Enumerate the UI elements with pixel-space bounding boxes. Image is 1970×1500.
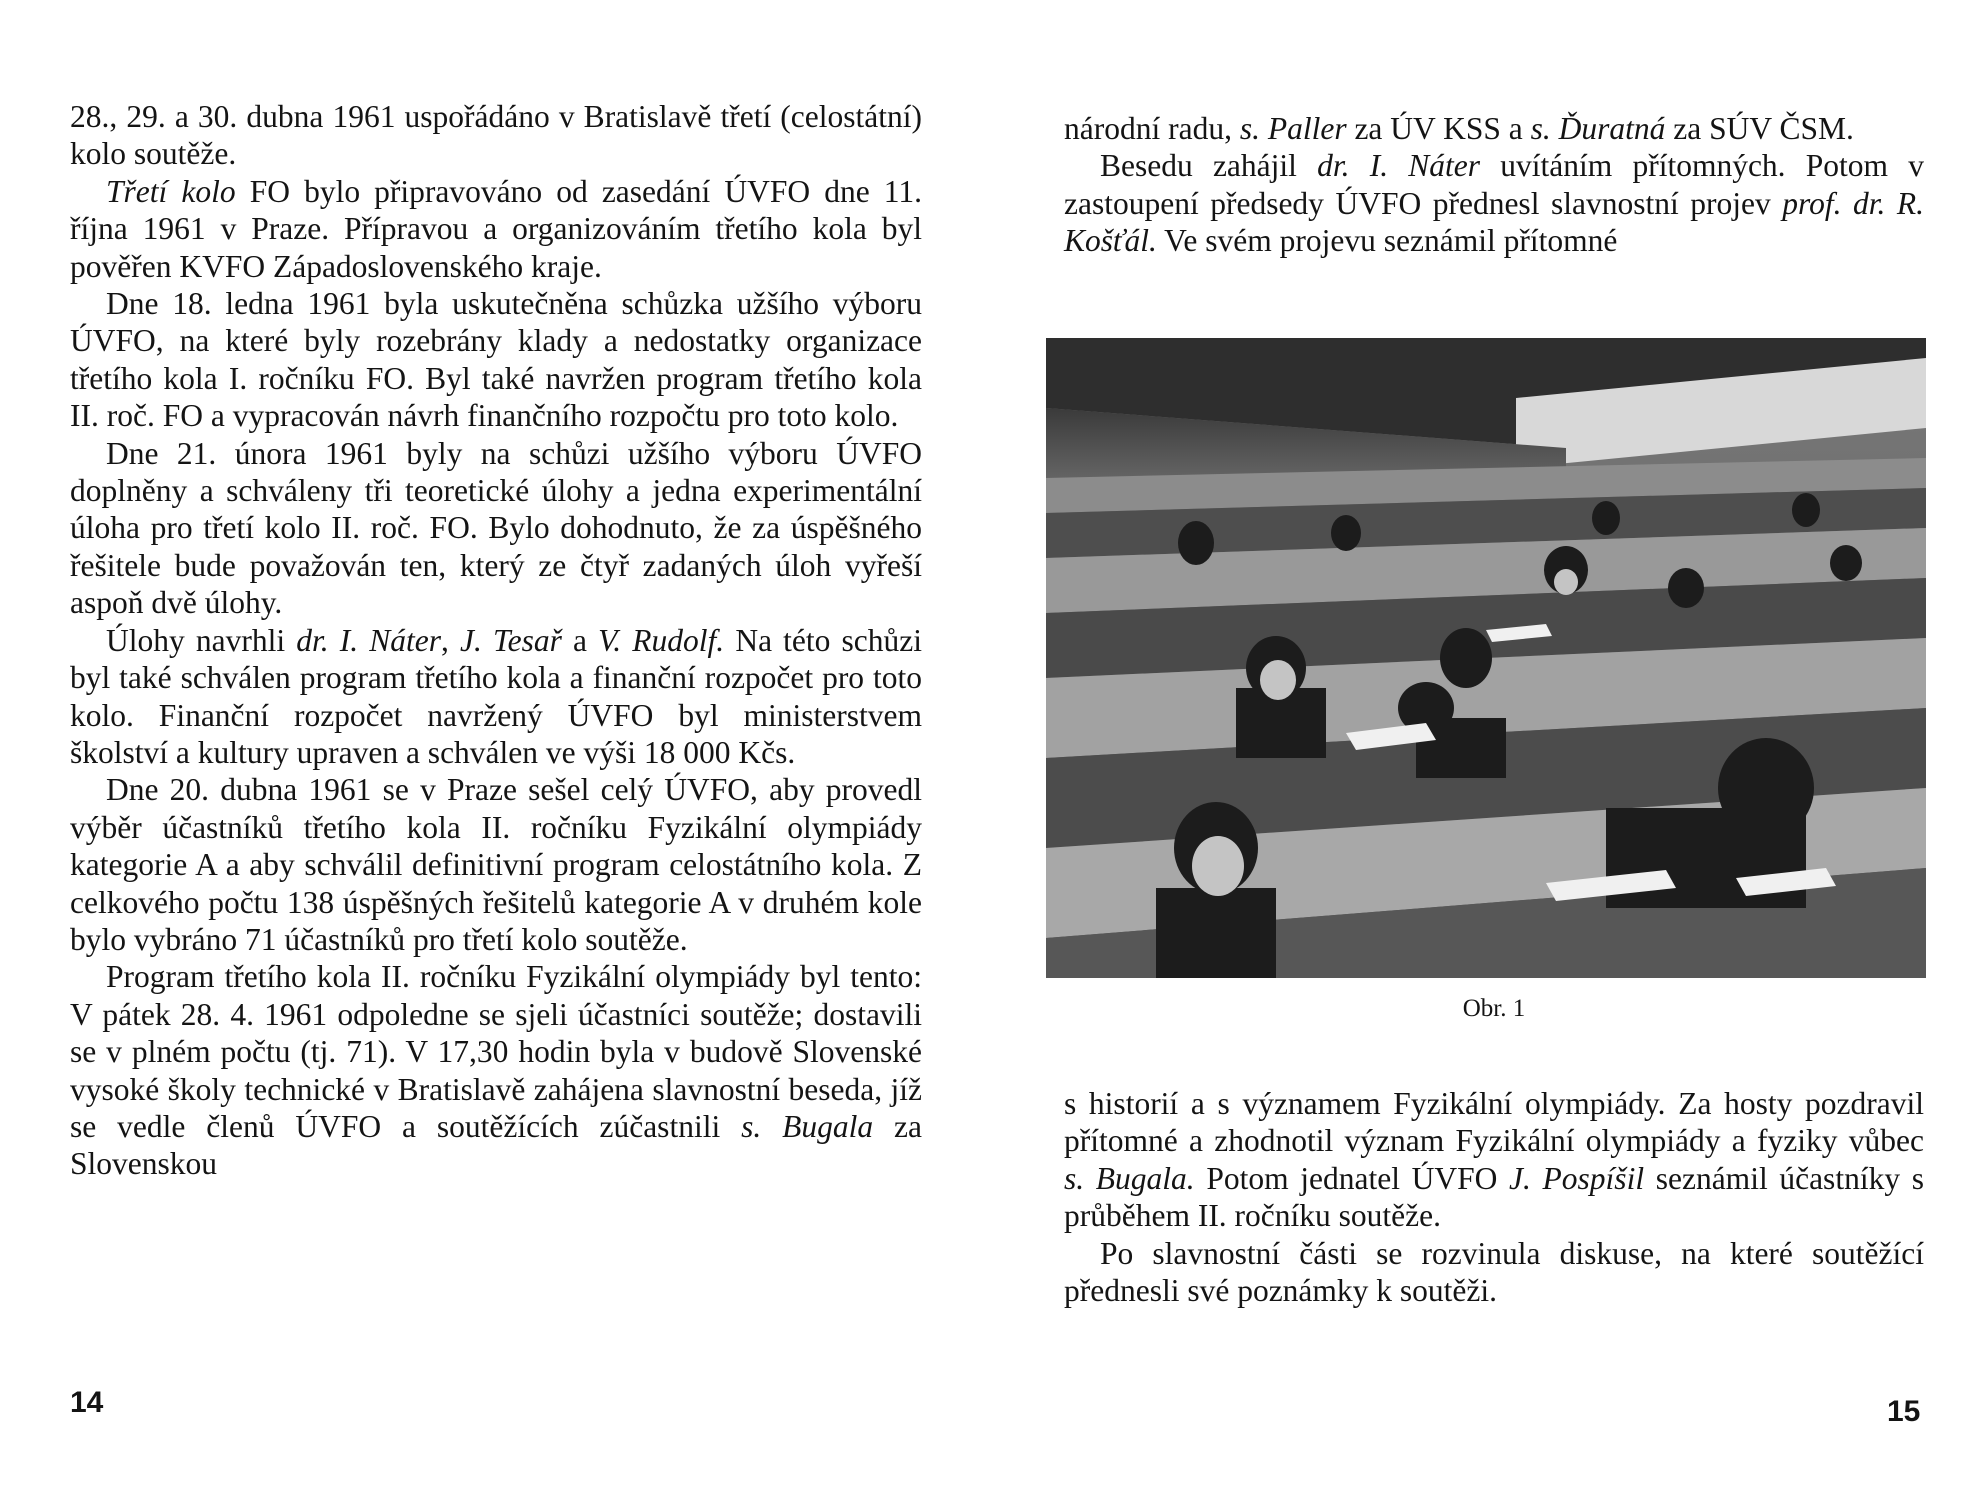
text-run-italic: J. Tesař [460,622,562,658]
paragraph [70,622,922,772]
text-run: a [561,622,599,658]
text-run-italic: V. Rudolf. [598,622,725,658]
text-run: Ve svém projevu seznámil přítomné [1156,223,1618,259]
paragraph [1064,1235,1924,1310]
paragraph [70,173,922,285]
right-column-text-top [1064,110,1924,260]
page-number-right: 15 [1887,1395,1921,1428]
text-run: Dne 21. února 1961 byly na schůzi užšího výboru ÚVFO doplněny a schváleny tři teoretické úlohy a jedna experimentální úloha pro třetí kolo II. roč. FO. Bylo dohodnuto, že za úspěšného řešitele bude považován ten, který ze čtyř zadaných úloh vyřeší aspoň dvě úlohy. [70,435,922,621]
text-run: Úlohy navrhli [106,622,297,658]
text-run-italic: s. Bugala [741,1108,874,1144]
text-run: 28., 29. a 30. dubna 1961 uspořádáno v Bratislavě třetí (celostátní) kolo soutěže. [70,99,922,172]
text-run: Potom jednatel ÚVFO [1194,1160,1510,1196]
paragraph [70,98,922,173]
text-run: Program třetího kola II. ročníku Fyzikální olympiády byl tento: V pátek 28. 4. 1961 odpoledne se sjeli účastníci soutěže; dostavili se v plném počtu (tj. 71). V 17,30 hodin byla v budově Slovenské vysoké školy technické v Bratislavě zahájena slavnostní beseda, jíž se vedle členů ÚVFO a soutěžících zúčastnili [70,959,922,1144]
paragraph [70,285,922,435]
text-run: Dne 18. ledna 1961 byla uskutečněna schůzka užšího výboru ÚVFO, na které byly rozebrány klady a nedostatky organizace třetího kola I. ročníku FO. Byl také navržen program třetího kola II. roč. FO a vypracován návrh finančního rozpočtu pro toto kolo. [70,286,922,434]
text-run: Dne 20. dubna 1961 se v Praze sešel celý ÚVFO, aby provedl výběr účastníků třetího kola II. ročníku Fyzikální olympiády kategorie A a aby schválil definitivní program celostátního kola. Z celkového počtu 138 úspěšných řešitelů kategorie A v druhém kole bylo vybráno 71 účastníků pro třetí kolo soutěže. [70,772,922,957]
text-run: , [441,622,461,658]
photo-illustration [1046,338,1926,978]
text-run: národní radu, [1064,111,1240,146]
text-run-italic: Třetí kolo [106,173,236,209]
page-number-left: 14 [70,1386,104,1419]
text-run: s historií a s významem Fyzikální olympiády. Za hosty pozdravil přítomné a zhodnotil význam Fyzikální olympiády a fyziky vůbec [1064,1086,1924,1159]
paragraph [1064,1085,1924,1235]
left-column-text [70,98,922,1183]
paragraph [70,435,922,622]
text-run: FO bylo připravováno od zasedání ÚVFO dne 11. října 1961 v Praze. Přípravou a organizováním třetího kola byl pověřen KVFO Západoslovenského kraje. [70,173,922,284]
text-run: seznámil účastníky s průběhem II. ročníku soutěže. [1064,1160,1924,1234]
text-run: Besedu zahájil [1100,148,1318,184]
text-run: za ÚV KSS a [1346,111,1531,146]
text-run-italic: s. Ďuratná [1530,111,1666,146]
text-run: za SÚV ČSM. [1665,111,1854,146]
paragraph [1064,110,1924,147]
text-run-italic: prof. dr. R. Košťál. [1064,185,1924,259]
text-run-italic: dr. I. Náter [296,622,441,658]
paragraph [1064,147,1924,259]
figure-caption: Obr. 1 [1462,995,1526,1022]
right-column-text-bottom [1064,1085,1924,1309]
text-run-italic: J. Pospíšil [1509,1160,1645,1196]
text-run-italic: s. Paller [1239,111,1347,146]
paragraph [70,958,922,1182]
paragraph [70,771,922,958]
exam-hall-photo [1046,338,1926,978]
text-run-italic: dr. I. Náter [1317,148,1481,184]
text-run: Na této schůzi byl také schválen program třetího kola a finanční rozpočet pro toto kolo. Finanční rozpočet navržený ÚVFO byl ministerstvem školství a kultury upraven a schválen ve výši 18 000 Kčs. [70,622,923,770]
text-run-italic: s. Bugala. [1064,1160,1195,1196]
text-run: za Slovenskou [70,1108,922,1182]
text-run: uvítáním přítomných. Potom v zastoupení předsedy ÚVFO přednesl slavnostní projev [1064,148,1924,221]
text-run: Po slavnostní části se rozvinula diskuse, na které soutěžící přednesli své poznámky k soutěži. [1064,1235,1924,1309]
